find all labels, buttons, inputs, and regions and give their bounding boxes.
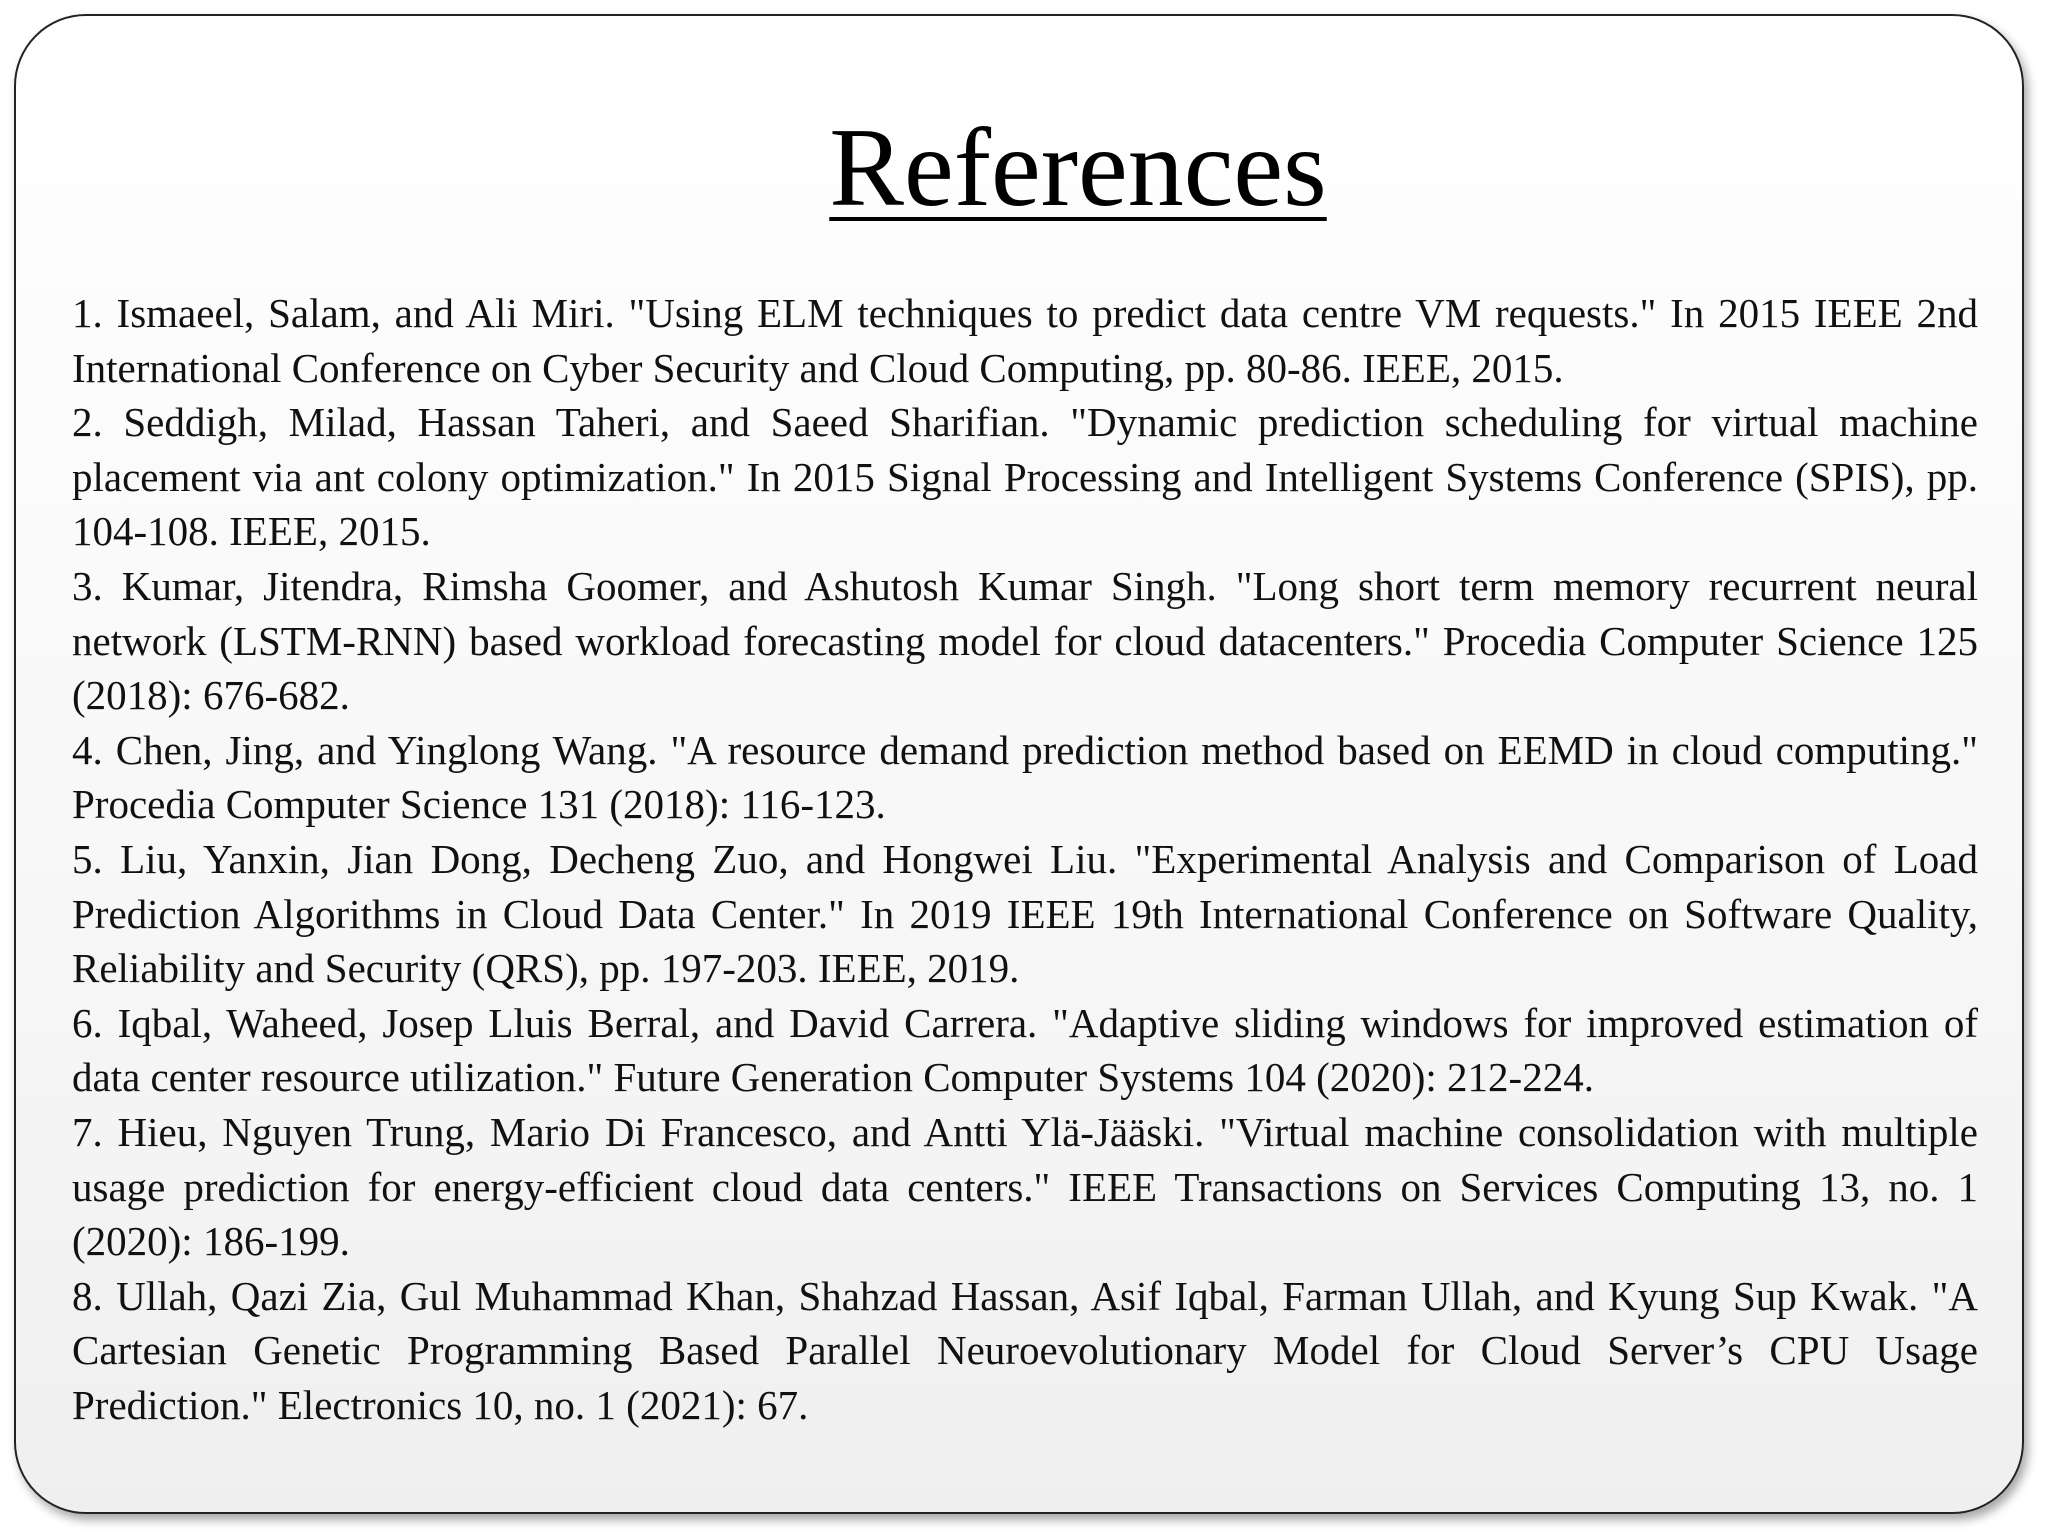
reference-list — [72, 286, 1978, 1432]
reference-item-6: 6. Iqbal, Waheed, Josep Lluis Berral, and David Carrera. "Adaptive sliding windows for improved estimation of data center resource utilization." Future Generation Computer Systems 104 (2020): 212-224. — [72, 999, 1978, 1101]
slide-title — [0, 106, 2048, 230]
reference-item-8: 8. Ullah, Qazi Zia, Gul Muhammad Khan, Shahzad Hassan, Asif Iqbal, Farman Ullah, and Kyung Sup Kwak. "A Cartesian Genetic Programming Based Parallel Neuroevolutionary Model for Cloud Server’s CPU Usage Prediction." Electronics 10, no. 1 (2021): 67. — [72, 1272, 1978, 1428]
slide-title-text: References — [829, 106, 1327, 230]
reference-item-1: 1. Ismaeel, Salam, and Ali Miri. "Using ELM techniques to predict data centre VM requests." In 2015 IEEE 2nd International Conference on Cyber Security and Cloud Computing, pp. 80-86. IEEE, 2015. — [72, 290, 1978, 391]
reference-item-4: 4. Chen, Jing, and Yinglong Wang. "A resource demand prediction method based on EEMD in cloud computing." Procedia Computer Science 131 (2018): 116-123. — [72, 726, 1978, 828]
reference-item-2: 2. Seddigh, Milad, Hassan Taheri, and Saeed Sharifian. "Dynamic prediction scheduling for virtual machine placement via ant colony optimization." In 2015 Signal Processing and Intelligent Systems Conference (SPIS), pp. 104-108. IEEE, 2015. — [72, 399, 1978, 555]
reference-item-5: 5. Liu, Yanxin, Jian Dong, Decheng Zuo, and Hongwei Liu. "Experimental Analysis and Comparison of Load Prediction Algorithms in Cloud Data Center." In 2019 IEEE 19th International Conference on Software Quality, Reliability and Security (QRS), pp. 197-203. IEEE, 2019. — [72, 835, 1978, 992]
reference-item-3: 3. Kumar, Jitendra, Rimsha Goomer, and Ashutosh Kumar Singh. "Long short term memory recurrent neural network (LSTM-RNN) based workload forecasting model for cloud datacenters." Procedia Computer Science 125 (2018): 676-682. — [72, 562, 1978, 719]
reference-item-7: 7. Hieu, Nguyen Trung, Mario Di Francesco, and Antti Ylä-Jääski. "Virtual machine consolidation with multiple usage prediction for energy-efficient cloud data centers." IEEE Transactions on Services Computing 13, no. 1 (2020): 186-199. — [72, 1108, 1978, 1265]
